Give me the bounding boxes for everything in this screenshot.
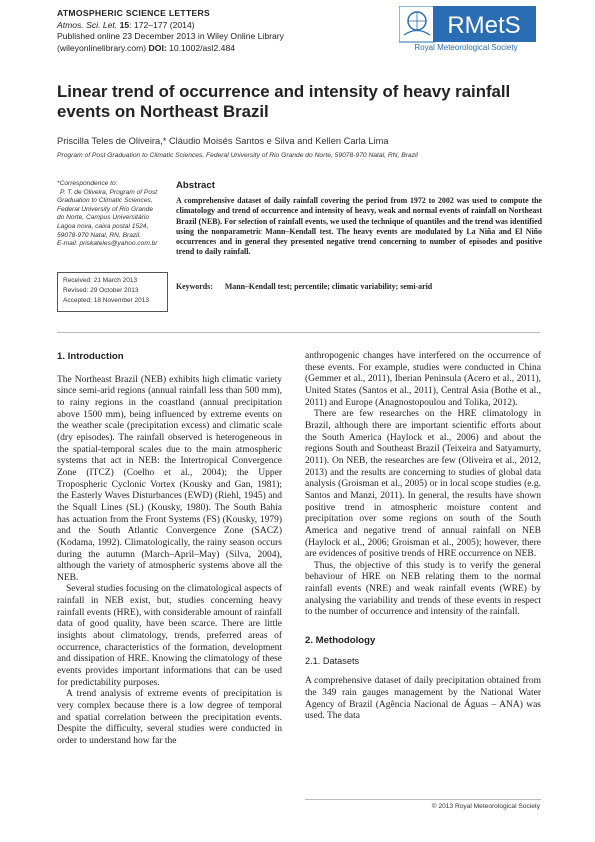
correspondence-box xyxy=(57,180,172,249)
correspondence-line: Graduation to Climatic Sciences, xyxy=(57,197,153,205)
subsection-heading-datasets: 2.1. Datasets xyxy=(305,655,360,666)
article-title: Linear trend of occurrence and intensity of heavy rainfall events on Northeast Brazil xyxy=(57,82,511,121)
doi-value[interactable]: 10.1002/asl2.484 xyxy=(169,42,236,53)
body-column-right xyxy=(305,351,541,723)
journal-header xyxy=(57,8,387,54)
correspondence-email[interactable]: E-mail: priskateles@yahoo.com.br xyxy=(57,240,158,248)
volume: 15 xyxy=(119,19,130,30)
abstract-text: A comprehensive dataset of daily rainfall covering the period from 1972 to 2002 was used to compute the climatology and trend of occurrence and intensity of heavy, weak and normal events of rainfall on Northeast Brazil (NEB). For selection of rainfall events, we used the technique of quantiles and the trend was identified using the nonparametric Mann–Kendall test. The heavy events are modulated by La Niña and El Niño occurrences and in general they presented negative trend concerning to number of episodes and positive trend to daily rainfall. xyxy=(176,196,542,257)
abstract-heading: Abstract xyxy=(176,180,215,191)
keywords-list: Mann–Kendall test; percentile; climatic variability; semi-arid xyxy=(224,282,433,291)
correspondence-line: Federal University of Rio Grande xyxy=(57,205,154,213)
section-heading-methodology: 2. Methodology xyxy=(305,635,376,647)
body-paragraph: anthropogenic changes have interfered on the occurrence of these events. For example, studies were conducted in China (Gemmer et al., 2011), Iberian Peninsula (Acero et al., 2011), United States (Santos et al., 2011), Central Asia (Bothe et al., 2011) and Europe (Anagnostopoulou and Tolika, 2012). xyxy=(305,351,541,408)
section-heading-introduction: 1. Introduction xyxy=(57,351,124,362)
body-paragraph: The Northeast Brazil (NEB) exhibits high climatic variety since semi-arid regions (annual rainfall less than 500 mm), to rainy regions in the coastland (annual precipitation above 1500 mm), being influenced by extreme events on the weather scale (precipitation excess) and climatic scale (dry episodes). The rainfall observed is heterogeneous in the spatial-temporal scales due to the main atmospheric systems that act in NEB: the Intertropical Convergence Zone (ITCZ) (Coelho et al., 2004); the Upper Tropospheric Cyclonic Vortex (Kousky and Gan, 1981); the Easterly Waves Disturbances (EWD) (Riehl, 1945) and the Squall Lines (SL) (Kousky, 1980). The South Bahia has actuation from the Front Systems (FS) (Kousky, 1979) and the South Atlantic Convergence Zone (SACZ) (Kodama, 1992). Climatologically, the rainy season occurs during the autumn (March–April–May) (Silva, 2004), although the variety of atmospheric systems above all the NEB. xyxy=(57,374,282,583)
body-column-left xyxy=(57,351,282,748)
logo-mark: RMetS xyxy=(447,12,521,39)
doi-line xyxy=(57,43,387,55)
logo-society-name: Royal Meteorological Society xyxy=(414,43,518,52)
correspondence-line: *Correspondence to: xyxy=(57,180,118,187)
journal-name: ATMOSPHERIC SCIENCE LETTERS xyxy=(57,8,211,18)
pages: : 172–177 (2014) xyxy=(129,19,195,30)
correspondence-line: do Norte, Campus Universitário xyxy=(57,214,149,222)
author-affiliation: Program of Post Graduation to Climatic Sciences, Federal University of Rio Grande do Norte, 59078-970 Natal, RN, Brazil xyxy=(57,152,418,159)
correspondence-line: Lagoa nova, caixa postal 1524, xyxy=(57,222,149,230)
body-paragraph: There are few researches on the HRE climatology in Brazil, although there are important scientific efforts about the South America (Haylock et al., 2006) and about the regions South and Southeast Brazil (Teixeira and Satyamurty, 2011). On NEB, the researches are few (Oliveira et al., 2012, 2013) and the results are concerning to studies of global data analysis (Groisman et al., 2005) or in local scope studies (e.g. Santos and Manzi, 2011). In general, the results have shown positive trend in atmospheric moisture content and precipitation over some regions on south of the South America and negative trend of annual rainfall on NEB (Haylock et al., 2006; Groisman et al., 2005); however, there are evidences of positive trends of HRE occurrence on NEB. xyxy=(305,409,541,560)
date-accepted: Accepted: 18 November 2013 xyxy=(63,297,149,304)
keywords-line xyxy=(176,282,542,291)
keywords-label: Keywords: xyxy=(176,282,213,291)
copyright-footer: © 2013 Royal Meteorological Society xyxy=(431,803,540,810)
section-divider xyxy=(57,332,540,333)
dates-box xyxy=(57,272,168,312)
journal-citation xyxy=(57,20,387,32)
date-revised: Revised: 29 October 2013 xyxy=(63,287,139,294)
published-line: Published online 23 December 2013 in Wiley Online Library xyxy=(57,31,284,42)
date-received: Received: 21 March 2013 xyxy=(63,277,138,284)
correspondence-line: P. T. de Oliveira, Program of Post xyxy=(60,188,158,196)
article-authors: Priscilla Teles de Oliveira,* Cláudio Moisés Santos e Silva and Kellen Carla Lima xyxy=(57,136,389,146)
correspondence-line: 59078-970 Natal, RN, Brazil. xyxy=(57,231,141,239)
doi-label: DOI: xyxy=(148,42,167,53)
site-link[interactable]: (wileyonlinelibrary.com) xyxy=(57,42,147,53)
body-paragraph: A trend analysis of extreme events of precipitation is very complex because there is a low degree of temporal and spatial correlation between the precipitation events. Despite the difficulty, several studies were conducted in order to understand how far the xyxy=(57,689,282,746)
body-paragraph: Several studies focusing on the climatological aspects of rainfall in NEB exist, but, studies concerning heavy rainfall events (HRE), with considerable amount of rainfall data of good quality, have been scarce. There are little insights about climatology, trends, preferred areas of occurrence, characteristics of the formation, development and dissipation of HRE. Knowing the climatology of these events provides important informations that can be used for predictability purposes. xyxy=(57,584,282,688)
body-paragraph: Thus, the objective of this study is to verify the general behaviour of HRE on NEB relating them to the normal rainfall events (NRE) and weak rainfall events (WRE) by analysing the variability and trends of these events in respect to the number of occurrence and intensity of the rainfall. xyxy=(305,560,541,618)
citation-abbrev: Atmos. Sci. Let. xyxy=(57,19,118,30)
footer-divider xyxy=(305,799,541,800)
body-paragraph: A comprehensive dataset of daily precipitation obtained from the 349 rain gauges management by the National Water Agency of Brazil (Agência Nacional de Águas – ANA) was used. The data xyxy=(305,676,541,722)
